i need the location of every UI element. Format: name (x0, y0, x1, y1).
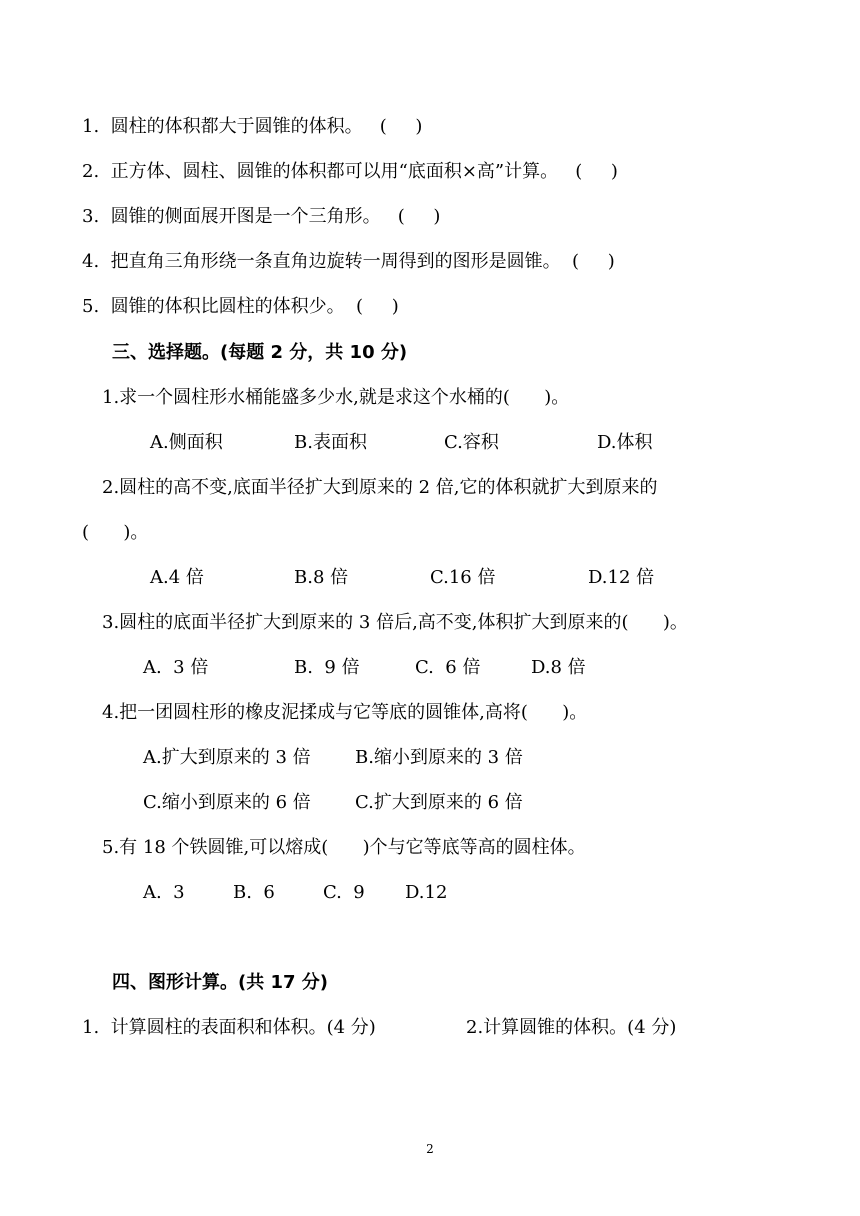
judge-item-4: 4. 把直角三角形绕一条直角边旋转一周得到的图形是圆锥。 ( ) (82, 251, 615, 272)
calc-q1: 1. 计算圆柱的表面积和体积。(4 分) (82, 1017, 376, 1038)
choice-q3-option-c: C. 6 倍 (415, 657, 481, 678)
choice-q4: 4.把一团圆柱形的橡皮泥揉成与它等底的圆锥体,高将( )。 (102, 702, 588, 723)
choice-q5-option-c: C. 9 (323, 882, 365, 903)
section-3-title: 三、选择题。(每题 2 分，共 10 分) (112, 342, 408, 363)
choice-q3-option-b: B. 9 倍 (294, 657, 360, 678)
choice-q3-option-d: D.8 倍 (531, 657, 586, 678)
choice-q2-option-a: A.4 倍 (150, 567, 204, 588)
choice-q2-continued: ( )。 (82, 522, 149, 543)
choice-q3: 3.圆柱的底面半径扩大到原来的 3 倍后,高不变,体积扩大到原来的( )。 (102, 612, 688, 633)
choice-q5-option-d: D.12 (405, 882, 448, 903)
choice-q2: 2.圆柱的高不变,底面半径扩大到原来的 2 倍,它的体积就扩大到原来的 (102, 477, 658, 498)
choice-q2-option-c: C.16 倍 (430, 567, 496, 588)
choice-q1-option-d: D.体积 (597, 432, 653, 453)
judge-item-5: 5. 圆锥的体积比圆柱的体积少。 ( ) (82, 296, 399, 317)
choice-q5-option-b: B. 6 (233, 882, 275, 903)
judge-item-2: 2. 正方体、圆柱、圆锥的体积都可以用“底面积×高”计算。 ( ) (82, 161, 618, 182)
choice-q2-option-d: D.12 倍 (588, 567, 655, 588)
choice-q4-option-b: B.缩小到原来的 3 倍 (355, 747, 523, 768)
choice-q4-option-c: C.缩小到原来的 6 倍 (143, 792, 311, 813)
page-number: 2 (426, 1142, 434, 1156)
judge-item-3: 3. 圆锥的侧面展开图是一个三角形。 ( ) (82, 206, 441, 227)
choice-q1-option-c: C.容积 (444, 432, 499, 453)
choice-q4-option-d: C.扩大到原来的 6 倍 (355, 792, 523, 813)
choice-q5: 5.有 18 个铁圆锥,可以熔成( )个与它等底等高的圆柱体。 (102, 837, 586, 858)
choice-q4-option-a: A.扩大到原来的 3 倍 (143, 747, 311, 768)
choice-q3-option-a: A. 3 倍 (143, 657, 209, 678)
judge-item-1: 1. 圆柱的体积都大于圆锥的体积。 ( ) (82, 116, 423, 137)
section-4-title: 四、图形计算。(共 17 分) (112, 972, 329, 993)
choice-q1-option-a: A.侧面积 (150, 432, 223, 453)
calc-q2: 2.计算圆锥的体积。(4 分) (466, 1017, 677, 1038)
choice-q1-option-b: B.表面积 (294, 432, 367, 453)
choice-q5-option-a: A. 3 (143, 882, 185, 903)
choice-q1: 1.求一个圆柱形水桶能盛多少水,就是求这个水桶的( )。 (102, 387, 570, 408)
choice-q2-option-b: B.8 倍 (294, 567, 349, 588)
